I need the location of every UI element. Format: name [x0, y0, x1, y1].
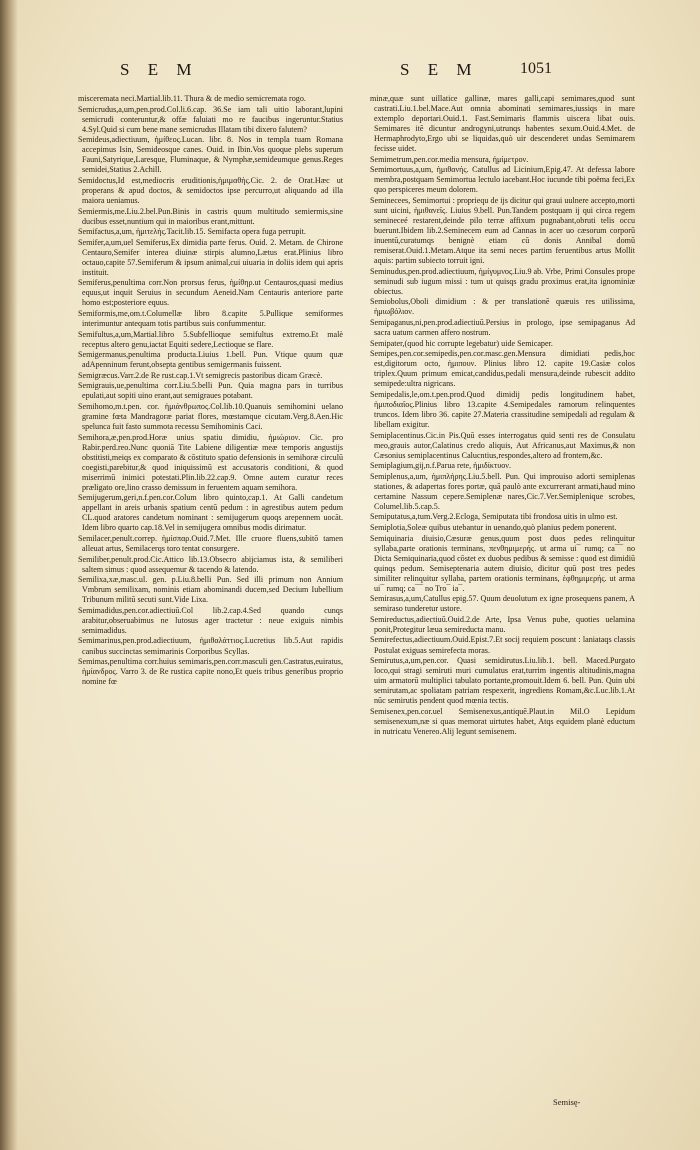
dictionary-entry: Semiquinaria diuisio,Cæsuræ genus,quum post duos pedes relinquitur syllaba,parte orationis terminans, πενθημιμερής. ut arma ui¯ rumq; ca¯¯ no Dicta Semiquinaria,quod cōstet ex duobus pedibus & semisse : quod est dimidiū quinqs pedum. Semiseptenaria autem diuisio, dicitur quū post tres pedes similiter relinquitur syllaba, partem orationis terminans, ἑφθημιμερής. ut arma ui¯ rumq; ca¯¯ no Tro¯ ia¯.	[370, 533, 635, 593]
dictionary-entry: Semihomo,m.t.pen. cor. ἡμιάνθρωπος.Col.lib.10.Quanuis semihomini uelano gramine fœta Mandragoræ pariat flores, mœstamque cicutam.Verg.8.Aen.Hic spelunca fuit fasto summota recessu Semihominis Caci.	[78, 401, 343, 431]
left-column	[78, 94, 343, 688]
dictionary-entry: Semimetrum,pen.cor.media mensura, ἡμίμετρον.	[370, 154, 529, 164]
dictionary-entry: Semiplotia,Soleæ quibus utebantur in uenando,quò planius pedem ponerent.	[370, 522, 617, 532]
dictionary-entry: Semiliber,penult.prod.Cic.Attico lib.13.Obsecro abijciamus ista, & semiliberi saltem simus : quod assequemur & tacendo & latendo.	[78, 554, 343, 574]
dictionary-entry: Semimadidus,pen.cor.adiectiuū.Col lib.2.cap.4.Sed quando cunqs arabitur,obseruabimus ne lutosus ager tractetur : neue exiguis nimbis semimadidus.	[78, 605, 343, 635]
dictionary-entry: Semifultus,a,um,Martial.libro 5.Subfellioque semifultus extremo.Et malè receptus altero genu,iactat Equiti sedere,Lectioque se flare.	[78, 329, 343, 349]
dictionary-entry: Semiformis,me,om.t.Columellæ libro 8.capite 5.Pullique semiformes interimuntur antequam totis partibus suis confummentur.	[78, 308, 343, 329]
dictionary-entry: Semisenex,pen.cor.uel Semisenexus,antiquē.Plaut.in Mil.O Lepidum semisenexum,næ si quas memorat uirtutes habet, Atqs equidem planè eductum in nutricatu Venereo.Alij legunt semisenem.	[370, 706, 635, 736]
dictionary-entry: Semigræcus.Varr.2.de Re rust.cap.1.Vt semigrecis pastoribus dicam Græcè.	[78, 370, 323, 380]
dictionary-entry: Semipedalis,le,om.t.pen.prod.Quod dimidij pedis longitudinem habet, ἡμιποδιαῖος.Plinius libro 13.capite 4.Semipedales ramorum relinquentes truncos. Idem libro 36. capite 27.Materia crassitudine semipedali ad regulam & libellam exigitur.	[370, 389, 635, 429]
running-head-right: S E M	[400, 60, 479, 79]
dictionary-entry: Semigrauis,ue,penultima corr.Liu.5.belli Pun. Quia magna pars in turribus epulati,aut sopiti uino erant,aut semigraues potabant.	[78, 381, 343, 401]
dictionary-entry: Semiplacentinus.Cic.in Pis.Quū esses interrogatus quid senti res de Consulatu meo,grauis autor,Calatinus credo aliquis, Aut Africanus,aut Maximus,& non Cæsonius semiplacentinus Calucntius,respondes,altero ad frontem,&c.	[370, 430, 635, 460]
dictionary-entry: Semilixa,xæ,masc.ul. gen. p.Liu.8.belli Pun. Sed illi primum non Annium Vmbrum semilixam, nominis etiam abominandi ducem,sed Decium Iubellium Tribunum militū secuti sunt.Vide Lixa.	[78, 575, 343, 605]
dictionary-entry: Semilacer,penult.correp. ἡμίσπαρ.Ouid.7.Met. Ille cruore fluens,subitō tamen alleuat artus, Semilacerqs toro tentat consurgere.	[78, 534, 343, 554]
dictionary-entry: Seminecees, Semimortui : propriequ de ijs dicitur qui graui uulnere accepto,morti sunt uicini, ἡμιθανεῖς. Liuius 9.bell. Pun.Tandem postquam ij qui circa regem semineceé restarent,deinde pilo terræ affixum pugnabant,obruti telis occu buerunt.Ibidem lib.2.Seminecem eum ad Cannas in acer uo cæsorum corporū inuentū,curatumqs benignè etiam cū donis Annibal domū remiserat.Ouid.1.Metam.Atque ita semi neces partim feruentibus artus Mollit aquis: partim subiecto torruit igni.	[370, 195, 635, 266]
dictionary-entry: Semihora,æ,pen.prod.Horæ unius spatiu dimidiu, ἡμιώριον. Cic. pro Rabir.perd.reo.Nunc quoniā Tite Labiene diligentiæ meæ temporis angustijs obstitisti,meiqs ex comparato & cōstituto spatio defensionis in semihoræ circulū coegisti,parebitur,& quod iniquissimū est accusatoris conditioni, & quod miserrimū inimici potestati.Plin.lib.22.cap.9. Omne autem curatur reces præligato ore,lino crasso demissum in feruentem aquam semihora.	[78, 432, 343, 492]
dictionary-entry: Semijugerum,geri,n.f.pen.cor.Colum libro quinto,cap.1. At Galli candetum appellant in areis urbanis spatium centū pedum : in agrestibus autem pedum CL.quod aratores candetum nominant : semijugerum quoqs arepennem uocāt. Idem libro quarto cap.18.Vel in semijugera omnibus modis dirimatur.	[78, 493, 343, 533]
binding-gutter	[0, 0, 18, 1150]
dictionary-entry: Semiplagium,gij,n.f.Parua rete, ἡμιδίκτυον.	[370, 461, 511, 471]
dictionary-entry: Semimas,penultima corr.huius semimaris,pen.corr.masculi gen.Castratus,euiratus, ἡμίανδρος. Varro 3. de Re rustica capite nono,Et queis tribus generibus proprio nomine fœ	[78, 657, 343, 687]
dictionary-entry: Semiermis,me.Liu.2.bel.Pun.Binis in castris quum multitudo semiermis,sine ducibus esset,nuntium qui in maioribus erant,mittunt.	[78, 206, 343, 226]
dictionary-entry: Semirutus,a,um,pen.cor. Quasi semidirutus.Liu.lib.1. bell. Maced.Purgato loco,qui stragi semiruti muri cumulatus erat,turrim ingentis altitudinis,magna uim armatorū multiplici tabulato portante,promouit.Idem 6. bell. Pun. Quin ubi semirutam,ac spoliatam patriam respexerit, ingrediens Romam,&c.Luc.lib.1.At nūc semirutis pendent quod mœnia tectis.	[370, 656, 635, 706]
dictionary-entry: Semiferus,penultima corr.Non prorsus ferus, ἡμίθηρ.ut Centauros,quasi medius equus,ut inquit Seruius in secundum Aeneid.Nam Centauris anteriore parte homo est;posteriore equus.	[78, 278, 343, 308]
right-column	[370, 94, 635, 737]
dictionary-entry: Semirasus,a,um,Catullus epig.57. Quum deuolutum ex igne prosequens panem, A semiraso tunderetur ustore.	[370, 594, 635, 614]
dictionary-entry: Semipater,(quod hic corrupte legebatur) uide Semicaper.	[370, 338, 553, 348]
dictionary-entry: Semipes,pen.cor.semipedis,pen.cor.masc.gen.Mensura dimidiati pedis,hoc est,digitorum octo, ἡμιπουν. Plinius libro 12. capite 19.Casiæ colos triplex.Quum primum emicat,candidus,pedali mensura,deinde rubescit addito semipede:ultra nigricans.	[370, 349, 635, 389]
dictionary-entry: Semimarinus,pen.prod.adiectiuum, ἡμιθαλάττιος.Lucretius lib.5.Aut rapidis canibus succinctas semimarinis Corporibus Scyllas.	[78, 636, 343, 656]
dictionary-entry: Semifer,a,um,uel Semiferus,Ex dimidia parte ferus. Ouid. 2. Metam. de Chirone Centauro,Semifer interea diuinæ stirpis alumno,Lætus erat.Plinius libro octauo,capite 57.Semiferum & ipsum animal,cui uiuaria in doliis idem qui apris instituit.	[78, 237, 343, 277]
dictionary-entry: Semidoctus,Id est,mediocris eruditionis,ἡμιμαθής.Cic. 2. de Orat.Hæc ut properans & apud doctos, & semidoctos ipse percurro,ut aliquando ad illa maiora ueniamus.	[78, 175, 343, 205]
dictionary-entry: Semiplenus,a,um, ἡμιπλήρης.Liu.5.bell. Pun. Qui improuiso adorti semiplenas stationes, & adapertas fores portæ, quā paulò ante excurrerant armati,haud mino certamine Nassum cepere.Semiplenæ nares,Cic.7.Ver.Semiplenique scrobes, Columel.lib.5.cap.5.	[370, 471, 635, 511]
dictionary-entry: Semicrudus,a,um,pen.prod.Col.li.6.cap. 36.Se iam tali uitio laborant,lupini semicrudi conteruntur,& offæ faluiati mo re faucibus ingeruntur.Statius 4.Syl.Quid si cum bene mane semicrudus Illatam tibi dixero falutem?	[78, 104, 343, 134]
page-number: 1051	[520, 60, 552, 77]
dictionary-entry: Semifactus,a,um, ἡμιτελής.Tacit.lib.15. Semifacta opera fuga perrupit.	[78, 227, 306, 237]
dictionary-entry: Semipaganus,ni,pen.prod.adiectiuū.Persius in prologo, ipse semipaganus Ad sacra uatum carmen affero nostrum.	[370, 318, 635, 338]
dictionary-entry: Semireductus,adiectiuū.Ouid.2.de Arte, Ipsa Venus pube, quoties uelamina ponit,Protegitur læua semireducta manu.	[370, 614, 635, 634]
dictionary-entry: Semiputatus,a,tum.Verg.2.Ecloga, Semiputata tibi frondosa uitis in ulmo est.	[370, 512, 618, 522]
dictionary-entry: Semiobolus,Oboli dimidium : & per translationē quæuis res utilissima, ἡμιωβόλιον.	[370, 297, 635, 317]
dictionary-entry: minæ,quæ sunt uillatice gallinæ, mares galli,capi semimares,quod sunt castrati.Liu.1.bel.Mace.Aut omnia abominati semimares,iussiqs in mare extemplo deportari.Ouid.1. Fast.Semimaris flammis uiscera libat ouis. Semimares itē dicuntur androgyni,utrunqs habentes sexum.Ouid.4.Met. de Hermaphrodyto,Ergo ubi se liquidas,quò uir descenderet undas Semimarem fecisse uidet.	[370, 94, 635, 154]
dictionary-entry: misceremata neci.Martial.lib.11. Thura & de medio semicremata rogo.	[78, 94, 306, 103]
dictionary-entry: Semigermanus,penultima producta.Liuius 1.bell. Pun. Vtique quum quæ adApenninum ferunt,obsepta gentibus semigermanis fuissent.	[78, 350, 343, 370]
running-head-left: S E M	[120, 60, 199, 79]
dictionary-entry: Semideus,adiectiuum, ἡμίθεος.Lucan. libr. 8. Nos in templa tuam Romana accepimus Isin, Semideosque canes. Ouid. in Ibin.Vos quoque plebs superum Fauni,Satyrique,Laresque, Fluminaque, & Nymphæ,semideumque genus.Reges semidei,Statius 2.Achill.	[78, 135, 343, 175]
dictionary-entry: Semimortuus,a,um, ἡμιθανής. Catullus ad Licinium,Epig.47. At defessa labore membra,postquam Semimortua lectulo iacebant.Hoc iucunde tibi poëma feci,Ex quo perspiceres meum dolorem.	[370, 165, 635, 195]
catchword: Semisę-	[553, 1097, 581, 1107]
dictionary-entry: Seminudus,pen.prod.adiectiuum, ἡμίγυμνος.Liu.9 ab. Vrbe, Primi Consules prope seminudi sub iugum missi : tum ut quisqs gradu proximus erat,ita ignominiæ obiectus.	[370, 266, 635, 296]
dictionary-entry: Semirefectus,adiectiuum.Ouid.Epist.7.Et socij requiem poscunt : laniataqs classis Postulat exiguas semirefecta moras.	[370, 635, 635, 655]
